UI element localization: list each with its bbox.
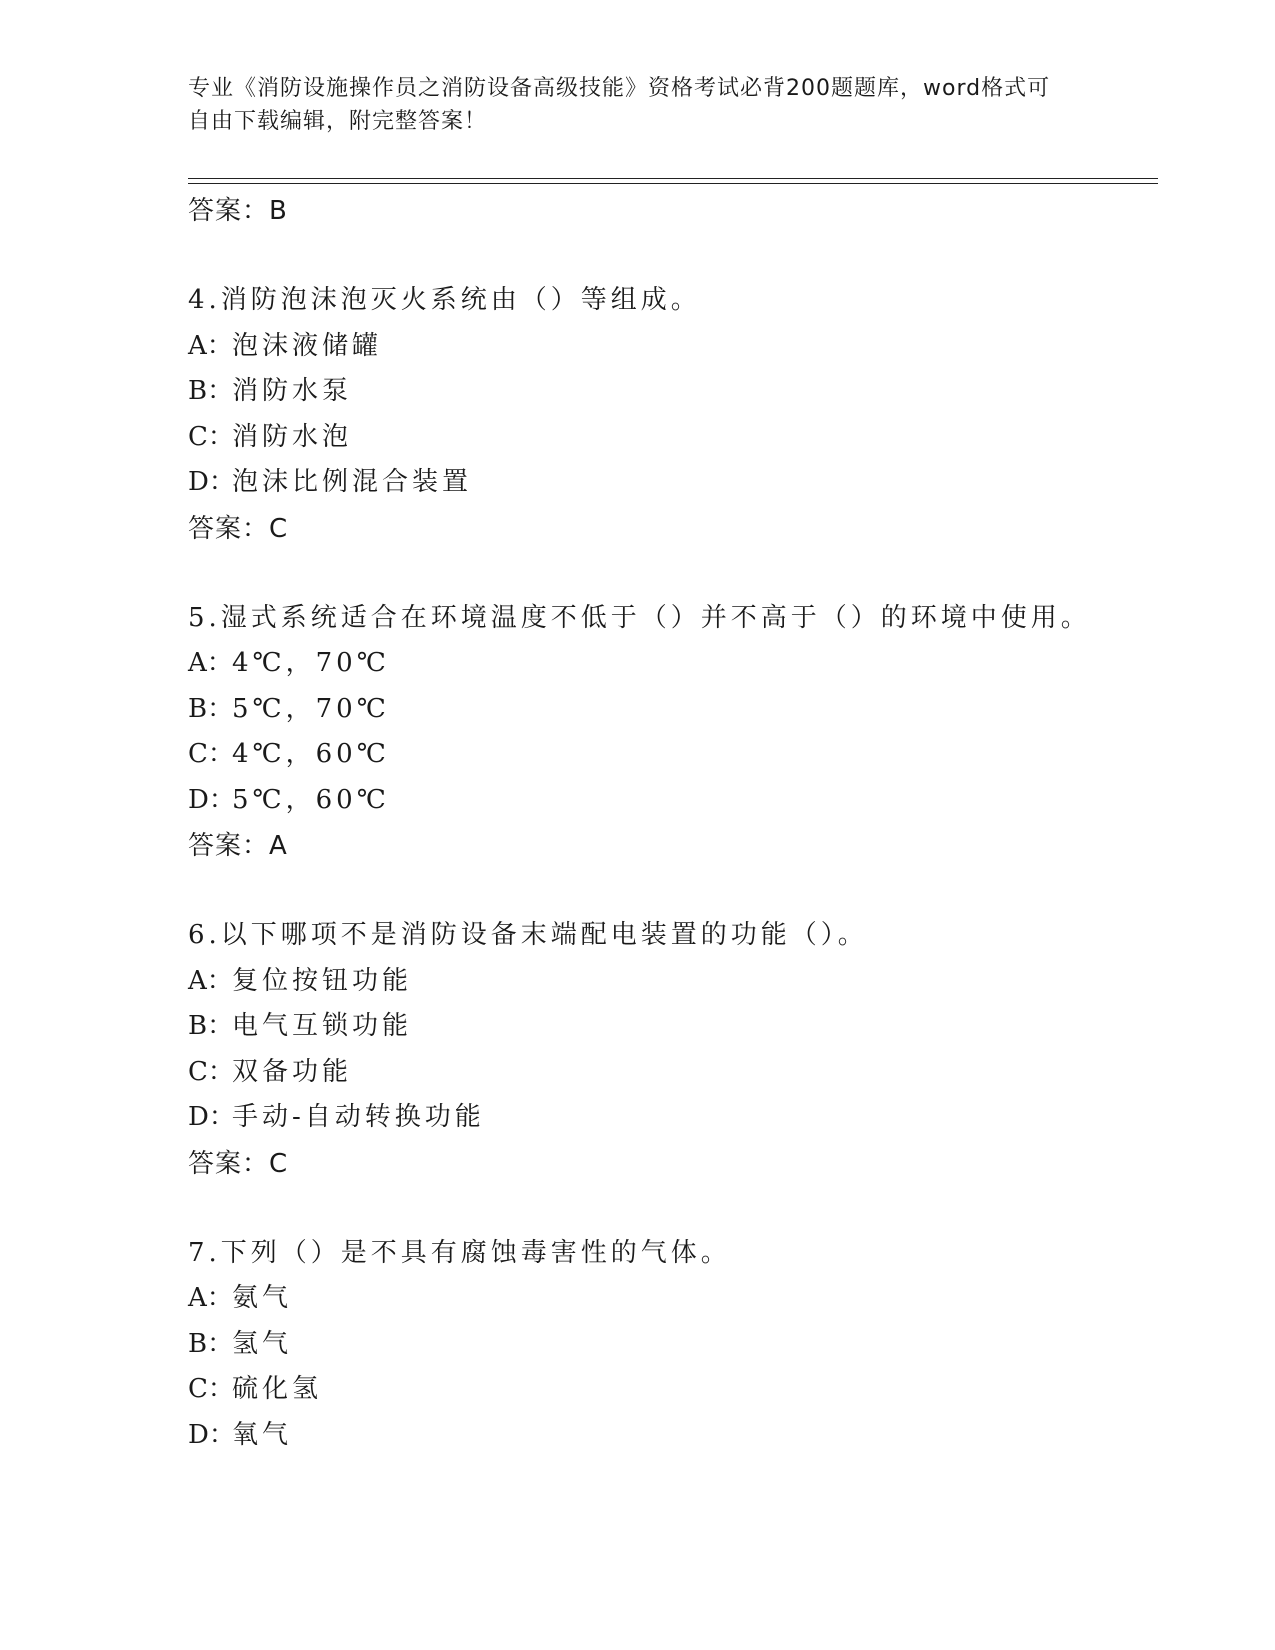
option-letter: D： <box>188 1102 235 1132</box>
question-block-6 <box>188 913 1158 1187</box>
option-text: 双备功能 <box>232 1056 353 1087</box>
option-c <box>188 1050 1158 1096</box>
option-text: 5℃，70℃ <box>232 693 390 724</box>
question-block-7 <box>188 1231 1158 1459</box>
option-text: 4℃，70℃ <box>232 648 390 678</box>
option-text: 氨气 <box>232 1283 293 1313</box>
option-text: 4℃，60℃ <box>232 739 390 769</box>
option-letter: C： <box>188 421 234 452</box>
option-letter: A： <box>188 648 233 678</box>
option-c <box>188 732 1158 778</box>
option-a <box>188 324 1158 370</box>
option-c <box>188 1367 1158 1413</box>
question-title: 4.消防泡沫泡灭火系统由（）等组成。 <box>188 285 701 315</box>
question-block-5 <box>188 596 1158 870</box>
option-text: 硫化氢 <box>232 1374 323 1404</box>
option-letter: D： <box>188 784 235 815</box>
option-text: 电气互锁功能 <box>232 1011 413 1041</box>
question-title: 7.下列（）是不具有腐蚀毒害性的气体。 <box>188 1237 731 1268</box>
option-letter: A： <box>188 965 233 996</box>
option-letter: D： <box>188 1419 235 1450</box>
option-text: 泡沫液储罐 <box>232 330 383 361</box>
answer-line: 答案：C <box>188 1148 289 1179</box>
option-c <box>188 415 1158 461</box>
answer-line: 答案：A <box>188 831 288 861</box>
option-letter: C： <box>188 739 234 769</box>
question-list <box>188 188 1158 1458</box>
question-block-4 <box>188 278 1158 552</box>
option-text: 消防水泵 <box>232 376 353 406</box>
question-title: 5.湿式系统适合在环境温度不低于（）并不高于（）的环境中使用。 <box>188 602 1091 633</box>
option-d <box>188 778 1158 824</box>
option-letter: A： <box>188 330 233 361</box>
option-b <box>188 369 1158 415</box>
option-letter: B： <box>188 1011 234 1041</box>
option-text: 复位按钮功能 <box>232 965 413 996</box>
option-a <box>188 1276 1158 1322</box>
option-text: 消防水泡 <box>232 421 353 452</box>
option-letter: B： <box>188 1328 234 1359</box>
option-letter: D： <box>188 467 235 497</box>
option-b <box>188 687 1158 733</box>
header-divider-top <box>188 178 1158 179</box>
option-text: 泡沫比例混合装置 <box>232 467 473 497</box>
option-letter: C： <box>188 1056 234 1087</box>
option-text: 氧气 <box>232 1419 293 1450</box>
page-header-text: 专业《消防设施操作员之消防设备高级技能》资格考试必背200题题库，word格式可自由下载编辑，附完整答案！ <box>188 76 1051 134</box>
option-letter: A： <box>188 1283 233 1313</box>
option-a <box>188 641 1158 687</box>
answer-line-q3: 答案：B <box>188 196 288 226</box>
answer-line: 答案：C <box>188 513 289 544</box>
header-divider-bottom <box>188 183 1158 184</box>
option-letter: B： <box>188 693 234 724</box>
option-letter: C： <box>188 1374 234 1404</box>
option-b <box>188 1004 1158 1050</box>
option-d <box>188 1413 1158 1459</box>
option-text: 氢气 <box>232 1328 293 1359</box>
option-text: 5℃，60℃ <box>232 784 390 815</box>
option-a <box>188 959 1158 1005</box>
option-d <box>188 460 1158 506</box>
option-text: 手动-自动转换功能 <box>232 1102 485 1132</box>
question-title: 6.以下哪项不是消防设备末端配电装置的功能（）。 <box>188 920 868 950</box>
option-b <box>188 1322 1158 1368</box>
option-letter: B： <box>188 376 234 406</box>
option-d <box>188 1095 1158 1141</box>
